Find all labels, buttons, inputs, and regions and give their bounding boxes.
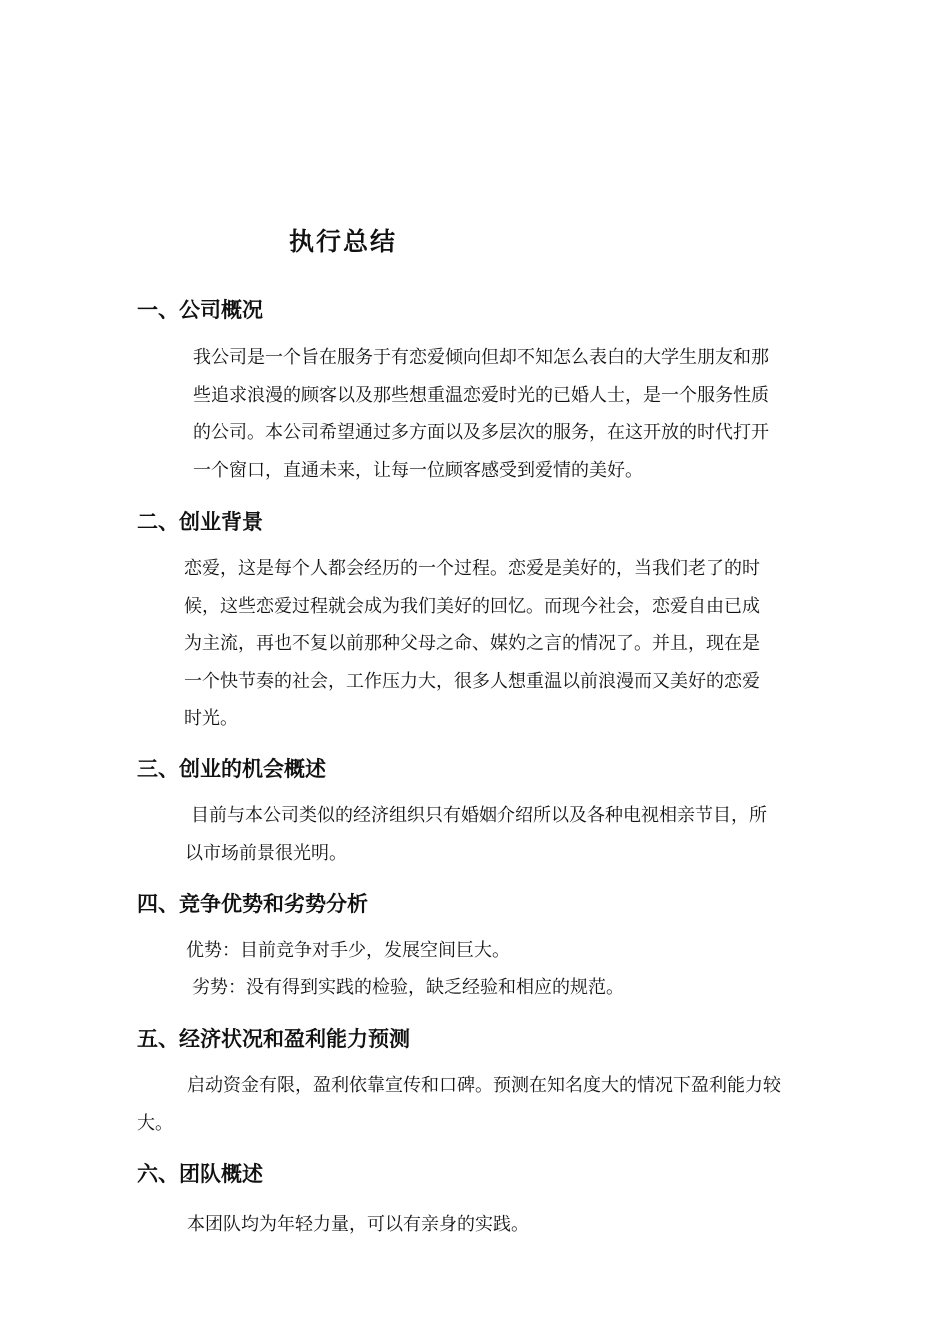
- section-body-company-overview: [193, 339, 818, 489]
- strength-line: 优势：目前竞争对手少，发展空间巨大。: [186, 940, 510, 961]
- text-line: 一个窗口，直通未来，让每一位顾客感受到爱情的美好。: [193, 459, 643, 481]
- section-heading-team: 六、团队概述: [137, 1162, 263, 1186]
- text-line: 以市场前景很光明。: [185, 842, 347, 864]
- section-heading-swot: 四、竞争优势和劣势分析: [137, 892, 368, 916]
- section-body-financial: 启动资金有限，盈利依靠宣传和口碑。预测在知名度大的情况下盈利能力较大。: [137, 1075, 781, 1134]
- text-line: 目前与本公司类似的经济组织只有婚姻介绍所以及各种电视相亲节目，所: [191, 805, 767, 826]
- text-line: 恋爱，这是每个人都会经历的一个过程。恋爱是美好的，当我们老了的时: [184, 558, 760, 579]
- weakness-line: 劣势：没有得到实践的检验，缺乏经验和相应的规范。: [192, 977, 624, 998]
- section-body-opportunity: [137, 797, 807, 872]
- text-line: 时光。: [184, 708, 238, 729]
- section-heading-opportunity: 三、创业的机会概述: [137, 757, 326, 781]
- text-line: 的公司。本公司希望通过多方面以及多层次的服务，在这开放的时代打开: [193, 422, 769, 443]
- text-line: 我公司是一个旨在服务于有恋爱倾向但却不知怎么表白的大学生朋友和那: [193, 347, 769, 368]
- text-line: 些追求浪漫的顾客以及那些想重温恋爱时光的已婚人士，是一个服务性质: [193, 384, 769, 406]
- section-body-team: 本团队均为年轻力量，可以有亲身的实践。: [187, 1214, 529, 1235]
- text-line: 候，这些恋爱过程就会成为我们美好的回忆。而现今社会，恋爱自由已成: [184, 595, 760, 617]
- section-heading-background: 二、创业背景: [137, 510, 263, 534]
- document-title: 执行总结: [289, 227, 398, 256]
- section-heading-company-overview: 一、公司概况: [137, 298, 263, 322]
- text-line: 为主流，再也不复以前那种父母之命、媒妁之言的情况了。并且，现在是: [184, 633, 760, 654]
- section-body-background: [184, 550, 804, 738]
- text-line: 一个快节奏的社会，工作压力大，很多人想重温以前浪漫而又美好的恋爱: [184, 670, 760, 692]
- section-heading-financial: 五、经济状况和盈利能力预测: [137, 1027, 410, 1051]
